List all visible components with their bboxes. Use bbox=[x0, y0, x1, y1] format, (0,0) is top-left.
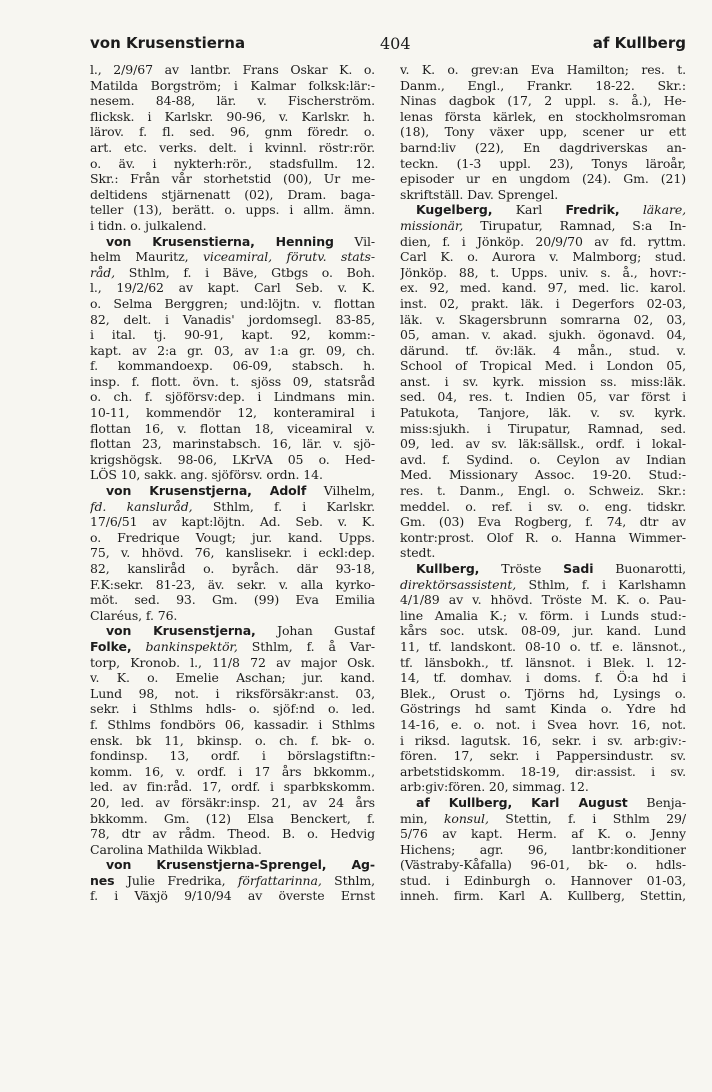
text-line bbox=[90, 530, 375, 546]
text-line bbox=[400, 842, 686, 858]
line-text: stedt. bbox=[400, 545, 436, 561]
text-line bbox=[400, 701, 686, 717]
line-text: avd. f. Sydind. o. Ceylon av Indian bbox=[400, 451, 686, 467]
text-line bbox=[90, 717, 375, 733]
text-line bbox=[400, 514, 686, 530]
text-line bbox=[400, 280, 686, 296]
text-line bbox=[400, 639, 686, 655]
line-text: kapt. av 2:a gr. 03, av 1:a gr. 09, ch. bbox=[90, 342, 375, 358]
line-text: Danm., Engl., Frankr. 18-22. Skr.: bbox=[400, 77, 686, 93]
line-text: inst. 02, prakt. läk. i Degerfors 02-03, bbox=[400, 295, 686, 311]
text-line bbox=[400, 779, 686, 795]
line-text: Sthlm, f. å Var- bbox=[237, 638, 375, 654]
text-line bbox=[400, 623, 686, 639]
text-line bbox=[90, 748, 375, 764]
line-text: Sthlm, f. i Karlskr. bbox=[192, 498, 375, 514]
line-text: lenas första kärlek, en stockholmsroman bbox=[400, 108, 686, 124]
line-text: 11, tf. landskont. 08-10 o. tf. e. länsnot., bbox=[400, 638, 686, 654]
text-line bbox=[90, 577, 375, 593]
line-text: Jönköp. 88, t. Upps. univ. s. å., hovr:- bbox=[400, 264, 686, 280]
line-text: tf. länsbokh., tf. länsnot. i Blek. l. 12- bbox=[400, 654, 686, 670]
text-line bbox=[400, 171, 686, 187]
line-text: teller (13), berätt. o. upps. i allm. ämn. bbox=[90, 202, 375, 218]
line-text: dien, f. i Jönköp. 20/9/70 av fd. ryttm. bbox=[400, 233, 686, 249]
line-text: Skr.: Från vår storhetstid (00), Ur me- bbox=[90, 171, 375, 187]
text-line bbox=[400, 218, 686, 234]
entry-name: von Krusenstierna, Henning bbox=[106, 233, 334, 249]
line-text: 78, dtr av rådm. Theod. B. o. Hedvig bbox=[90, 826, 375, 842]
line-text: Sthlm, f. i Bäve, Gtbgs o. Boh. bbox=[115, 264, 375, 280]
text-line bbox=[400, 405, 686, 421]
text-line bbox=[90, 234, 375, 250]
line-text: o. ch. f. sjöförsv:dep. i Lindmans min. bbox=[90, 389, 375, 405]
entry-name: af Kullberg, Karl August bbox=[416, 794, 628, 810]
line-text: teckn. (1-3 uppl. 23), Tonys läroår, bbox=[400, 155, 686, 171]
text-line bbox=[400, 733, 686, 749]
text-line bbox=[400, 857, 686, 873]
text-line bbox=[400, 421, 686, 437]
line-text: inneh. firm. Karl A. Kullberg, Stettin, bbox=[400, 888, 686, 904]
text-line bbox=[400, 296, 686, 312]
line-text: School of Tropical Med. i London 05, bbox=[400, 358, 686, 374]
text-line bbox=[90, 93, 375, 109]
text-line bbox=[90, 421, 375, 437]
text-line bbox=[90, 62, 375, 78]
line-text: barnd:liv (22), En dagdriverskas an- bbox=[400, 139, 686, 155]
line-text: 20, led. av försäkr:insp. 21, av 24 års bbox=[90, 794, 375, 810]
text-line bbox=[90, 405, 375, 421]
text-line bbox=[400, 561, 686, 577]
line-text: fören. 17, sekr. i Pappersindustr. sv. bbox=[400, 748, 686, 764]
line-text: l., 2/9/67 av lantbr. Frans Oskar K. o. bbox=[90, 62, 375, 77]
line-text: Vil- bbox=[333, 233, 375, 249]
text-line bbox=[90, 842, 375, 858]
line-text: o. Fredrique Vougt; jur. kand. Upps. bbox=[90, 529, 375, 545]
text-line bbox=[400, 140, 686, 156]
line-text: Claréus, f. 76. bbox=[90, 607, 178, 623]
line-text: miss:sjukh. i Tirupatur, Ramnad, sed. bbox=[400, 420, 686, 436]
text-line bbox=[90, 592, 375, 608]
line-text: 4/1/89 av v. hhövd. Tröste M. K. o. Pau- bbox=[400, 592, 686, 608]
entry-name: Folke, bbox=[90, 638, 132, 654]
text-line bbox=[90, 764, 375, 780]
line-text: meddel. o. ref. i sv. o. eng. tidskr. bbox=[400, 498, 686, 514]
text-line bbox=[400, 686, 686, 702]
text-line bbox=[90, 888, 375, 904]
line-text: 10-11, kommendör 12, konteramiral i bbox=[90, 405, 375, 421]
line-text: lärov. f. fl. sed. 96, gnm föredr. o. bbox=[90, 124, 375, 140]
text-line bbox=[400, 670, 686, 686]
text-line bbox=[90, 187, 375, 203]
line-text: Hichens; agr. 96, lantbr:konditioner bbox=[400, 841, 686, 857]
text-line bbox=[90, 109, 375, 125]
line-text: i riksd. lagutsk. 16, sekr. i sv. arb:giv:- bbox=[400, 732, 686, 748]
line-text: läk. v. Skagersbrunn somrarna 02, 03, bbox=[400, 311, 686, 327]
entry-title: författarinna, bbox=[237, 872, 322, 888]
line-text: flottan 23, marinstabsch. 16, lär. v. sjö- bbox=[90, 436, 375, 452]
text-line bbox=[400, 78, 686, 94]
entry-title: läkare, bbox=[619, 202, 686, 218]
text-line bbox=[90, 561, 375, 577]
text-line bbox=[90, 312, 375, 328]
text-line bbox=[90, 545, 375, 561]
text-line bbox=[400, 592, 686, 608]
text-line bbox=[90, 296, 375, 312]
line-text: Matilda Borgström; i Kalmar folksk:lär:- bbox=[90, 77, 375, 93]
line-text: art. etc. verks. delt. i kvinnl. röstr:rör. bbox=[90, 139, 375, 155]
entry-name: Kullberg, bbox=[416, 561, 480, 576]
line-text: res. t. Danm., Engl. o. Schweiz. Skr.: bbox=[400, 483, 686, 499]
text-line bbox=[400, 93, 686, 109]
line-text: f. i Växjö 9/10/94 av överste Ernst bbox=[90, 888, 375, 904]
text-line bbox=[90, 779, 375, 795]
text-line bbox=[400, 374, 686, 390]
line-text: helm Mauritz, bbox=[90, 249, 203, 265]
line-text: 5/76 av kapt. Herm. af K. o. Jenny bbox=[400, 826, 686, 842]
line-text: f. kommandoexp. 06-09, stabsch. h. bbox=[90, 358, 375, 374]
line-text: Stettin, f. i Sthlm 29/ bbox=[488, 810, 686, 826]
line-text: (Västraby-Kåfalla) 96-01, bk- o. hdls- bbox=[400, 857, 686, 873]
text-line bbox=[400, 811, 686, 827]
text-line bbox=[400, 499, 686, 515]
entry-name: nes bbox=[90, 872, 115, 888]
line-text: Benja- bbox=[627, 794, 686, 810]
line-text: anst. i sv. kyrk. mission ss. miss:läk. bbox=[400, 373, 686, 389]
line-text: därund. tf. öv:läk. 4 mån., stud. v. bbox=[400, 342, 686, 358]
line-text: line Amalia K.; v. förm. i Lunds stud:- bbox=[400, 607, 686, 623]
text-line bbox=[400, 577, 686, 593]
left-column bbox=[90, 62, 375, 904]
line-text: Buonarotti, bbox=[593, 561, 686, 576]
line-text: bkkomm. Gm. (12) Elsa Benckert, f. bbox=[90, 810, 375, 826]
text-line bbox=[400, 312, 686, 328]
line-text: LÖS 10, sakk. ang. sjöförsv. ordn. 14. bbox=[90, 467, 323, 483]
text-line bbox=[400, 343, 686, 359]
line-text: arbetstidskomm. 18-19, dir:assist. i sv. bbox=[400, 763, 686, 779]
line-text: möt. sed. 93. Gm. (99) Eva Emilia bbox=[90, 592, 375, 608]
line-text: sed. 04, res. t. Indien 05, var först i bbox=[400, 389, 686, 405]
text-line bbox=[90, 78, 375, 94]
text-line bbox=[400, 62, 686, 78]
text-line bbox=[90, 623, 375, 639]
entry-name: Fredrik, bbox=[565, 202, 620, 218]
header-right-entry: af Kullberg bbox=[592, 34, 686, 52]
text-line bbox=[90, 655, 375, 671]
text-line bbox=[400, 452, 686, 468]
text-line bbox=[90, 265, 375, 281]
entry-title: direktörsassistent, bbox=[400, 576, 517, 592]
text-line bbox=[400, 467, 686, 483]
line-text: Sthlm, f. i Karlshamn bbox=[516, 576, 686, 592]
text-line bbox=[90, 280, 375, 296]
text-line bbox=[90, 733, 375, 749]
entry-name: von Krusenstjerna, bbox=[106, 623, 256, 639]
line-text: Johan Gustaf bbox=[255, 623, 375, 639]
line-text: l., 19/2/62 av kapt. Carl Seb. v. K. bbox=[90, 280, 375, 296]
line-text: min, bbox=[400, 810, 444, 826]
line-text: Carl K. o. Aurora v. Malmborg; stud. bbox=[400, 249, 686, 265]
line-text: kårs soc. utsk. 08-09, jur. kand. Lund bbox=[400, 623, 686, 639]
text-line bbox=[400, 608, 686, 624]
entry-title: viceamiral, förutv. stats- bbox=[202, 249, 375, 265]
text-line bbox=[400, 436, 686, 452]
text-line bbox=[90, 811, 375, 827]
text-line bbox=[90, 795, 375, 811]
line-text: skriftställ. Dav. Sprengel. bbox=[400, 186, 559, 202]
line-text: Tirupatur, Ramnad, S:a In- bbox=[463, 217, 686, 233]
line-text: Tröste bbox=[479, 561, 564, 576]
text-line bbox=[400, 483, 686, 499]
text-line bbox=[400, 545, 686, 561]
line-text: Julie Fredrika, bbox=[114, 872, 238, 888]
text-line bbox=[90, 171, 375, 187]
text-line bbox=[90, 670, 375, 686]
page-header bbox=[90, 34, 686, 60]
text-line bbox=[90, 686, 375, 702]
line-text: 82, delt. i Vanadis' jordomsegl. 83-85, bbox=[90, 311, 375, 327]
line-text: 09, led. av sv. läk:sällsk., ordf. i lokal- bbox=[400, 436, 686, 452]
text-line bbox=[400, 124, 686, 140]
entry-title: bankinspektör, bbox=[131, 638, 238, 654]
line-text: nesem. 84-88, lär. v. Fischerström. bbox=[90, 93, 375, 109]
line-text: ensk. bk 11, bkinsp. o. ch. f. bk- o. bbox=[90, 732, 375, 748]
text-line bbox=[400, 826, 686, 842]
text-line bbox=[90, 701, 375, 717]
text-line bbox=[400, 530, 686, 546]
text-line bbox=[400, 873, 686, 889]
line-text: Gm. (03) Eva Rogberg, f. 74, dtr av bbox=[400, 514, 686, 530]
text-line bbox=[400, 389, 686, 405]
line-text: Lund 98, not. i riksförsäkr:anst. 03, bbox=[90, 685, 375, 701]
text-line bbox=[90, 639, 375, 655]
line-text: Vilhelm, bbox=[306, 483, 375, 499]
text-line bbox=[400, 109, 686, 125]
line-text: Patukota, Tanjore, läk. v. sv. kyrk. bbox=[400, 405, 686, 421]
text-line bbox=[90, 202, 375, 218]
line-text: Karl bbox=[492, 202, 566, 218]
text-line bbox=[90, 826, 375, 842]
text-line bbox=[400, 888, 686, 904]
line-text: sekr. i Sthlms hdls- o. sjöf:nd o. led. bbox=[90, 701, 375, 717]
text-line bbox=[400, 327, 686, 343]
entry-title: fd. kanslиråd, bbox=[90, 498, 193, 514]
text-line bbox=[400, 156, 686, 172]
entry-title: råd, bbox=[90, 264, 116, 280]
entry-name: von Krusenstjerna-Sprengel, Ag- bbox=[106, 857, 375, 873]
line-text: Blek., Orust o. Tjörns hd, Lysings o. bbox=[400, 685, 686, 701]
text-line bbox=[90, 249, 375, 265]
text-line bbox=[400, 249, 686, 265]
text-line bbox=[400, 358, 686, 374]
line-text: Med. Missionary Assoc. 19-20. Stud:- bbox=[400, 467, 686, 483]
text-line bbox=[90, 514, 375, 530]
text-line bbox=[90, 857, 375, 873]
text-line bbox=[90, 156, 375, 172]
line-text: fondinsp. 13, ordf. i börslagstiftn:- bbox=[90, 748, 375, 764]
line-text: 14-16, e. o. not. i Svea hovr. 16, not. bbox=[400, 716, 686, 732]
text-line bbox=[90, 467, 375, 483]
line-text: episoder ur en ungdom (24). Gm. (21) bbox=[400, 171, 686, 187]
line-text: komm. 16, v. ordf. i 17 års bkkomm., bbox=[90, 763, 375, 779]
text-line bbox=[90, 140, 375, 156]
entry-name: Sadi bbox=[563, 561, 594, 576]
line-text: 17/6/51 av kapt:löjtn. Ad. Seb. v. K. bbox=[90, 514, 375, 530]
line-text: 82, kansliråd o. byråch. där 93-18, bbox=[90, 561, 375, 576]
line-text: f. Sthlms fondbörs 06, kassadir. i Sthlms bbox=[90, 716, 375, 732]
line-text: insp. f. flott. övn. t. sjöss 09, statsråd bbox=[90, 373, 375, 389]
line-text: 05, aman. v. akad. sjukh. ögonavd. 04, bbox=[400, 327, 686, 343]
text-line bbox=[400, 265, 686, 281]
line-text: i ital. tj. 90-91, kapt. 92, komm:- bbox=[90, 327, 375, 343]
text-line bbox=[400, 764, 686, 780]
text-line bbox=[400, 795, 686, 811]
text-line bbox=[90, 436, 375, 452]
text-line bbox=[400, 748, 686, 764]
line-text: i tidn. o. julkalend. bbox=[90, 217, 207, 233]
line-text: Ninas dagbok (17, 2 uppl. s. å.), He- bbox=[400, 93, 686, 109]
line-text: flicksk. i Karlskr. 90-96, v. Karlskr. h. bbox=[90, 108, 375, 124]
text-line bbox=[90, 389, 375, 405]
text-line bbox=[90, 327, 375, 343]
text-line bbox=[90, 343, 375, 359]
text-line bbox=[90, 218, 375, 234]
text-line bbox=[400, 187, 686, 203]
text-line bbox=[90, 608, 375, 624]
text-line bbox=[90, 358, 375, 374]
header-left-entry: von Krusenstierna bbox=[90, 34, 246, 52]
line-text: v. K. o. grev:an Eva Hamilton; res. t. bbox=[400, 62, 686, 77]
entry-name: von Krusenstjerna, Adolf bbox=[106, 483, 307, 499]
line-text: F.K:sekr. 81-23, äv. sekr. v. alla kyrko- bbox=[90, 576, 375, 592]
text-line bbox=[90, 374, 375, 390]
line-text: v. K. o. Emelie Aschan; jur. kand. bbox=[90, 670, 375, 686]
text-line bbox=[400, 655, 686, 671]
text-line bbox=[90, 452, 375, 468]
line-text: Göstrings hd samt Kinda o. Ydre hd bbox=[400, 701, 686, 717]
line-text: 14, tf. domhav. i doms. f. Ö:a hd i bbox=[400, 670, 686, 686]
text-line bbox=[90, 499, 375, 515]
entry-title: missionär, bbox=[400, 217, 464, 233]
text-line bbox=[90, 873, 375, 889]
line-text: torp, Kronob. l., 11/8 72 av major Osk. bbox=[90, 654, 375, 670]
line-text: o. Selma Berggren; und:löjtn. v. flottan bbox=[90, 295, 375, 311]
text-line bbox=[400, 717, 686, 733]
line-text: stud. i Edinburgh o. Hannover 01-03, bbox=[400, 872, 686, 888]
line-text: o. äv. i nykterh:rör., stadsfullm. 12. bbox=[90, 155, 375, 171]
line-text: led. av fin:råd. 17, ordf. i sparbkskomm. bbox=[90, 779, 375, 795]
text-line bbox=[90, 483, 375, 499]
line-text: Carolina Mathilda Wikblad. bbox=[90, 841, 262, 857]
page-number: 404 bbox=[380, 34, 411, 53]
line-text: 75, v. hhövd. 76, kanslisekr. i eckl:dep. bbox=[90, 545, 375, 561]
line-text: arb:giv:fören. 20, simmag. 12. bbox=[400, 779, 589, 795]
right-column bbox=[400, 62, 686, 904]
text-line bbox=[400, 234, 686, 250]
entry-name: Kugelberg, bbox=[416, 202, 493, 218]
line-text: deltidens stjärnenatt (02), Dram. baga- bbox=[90, 186, 375, 202]
entry-title: konsul, bbox=[443, 810, 489, 826]
line-text: krigshögsk. 98-06, LKrVA 05 o. Hed- bbox=[90, 451, 375, 467]
line-text: flottan 16, v. flottan 18, viceamiral v. bbox=[90, 420, 375, 436]
line-text: (18), Tony växer upp, scener ur ett bbox=[400, 124, 686, 140]
text-line bbox=[90, 124, 375, 140]
text-line bbox=[400, 202, 686, 218]
line-text: Sthlm, bbox=[321, 872, 375, 888]
line-text: kontr:prost. Olof R. o. Hanna Wimmer- bbox=[400, 529, 686, 545]
line-text: ex. 92, med. kand. 97, med. lic. karol. bbox=[400, 280, 686, 296]
